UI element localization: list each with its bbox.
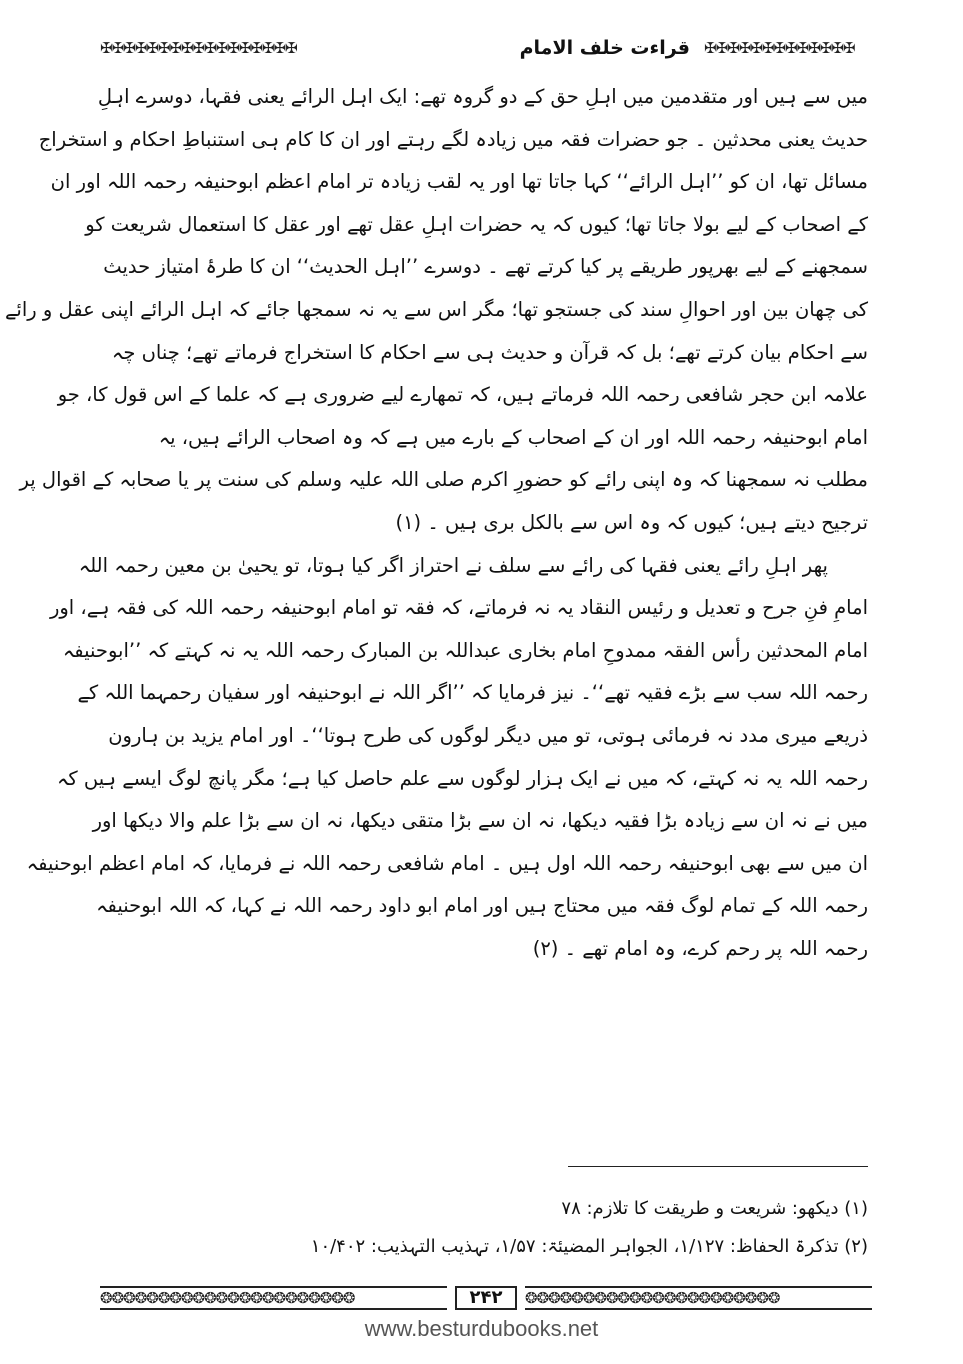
page-number: ۲۴۲ [455, 1286, 517, 1310]
footnote-separator [568, 1166, 868, 1167]
text-line: رحمہ اللہ یہ نہ کہتے، کہ میں نے ایک ہزار لوگوں سے علم حاصل کیا ہے؛ مگر پانچ لوگ ایسے ہیں کہ [56, 766, 868, 790]
text-line: رحمہ اللہ پر رحم کرے، وہ امام تھے ۔ (۲) [532, 936, 868, 960]
paragraph-start-line: پھر اہلِ رائے یعنی فقہا کی رائے سے سلف نے احتراز اگر کیا ہوتا، تو یحییٰ بن معین رحمہ اللہ [78, 553, 828, 577]
header-ornament-right: ✠✠✠✠✠✠✠✠✠✠✠✠✠ [704, 39, 855, 57]
footnote-2: (۲) تذکرۃ الحفاظ: ۱/۱۲۷، الجواہر المضیئۃ: ۱/۵۷، تہذیب التہذیب: ۱۰/۴۰۲ [310, 1236, 868, 1257]
text-line: میں سے ہیں اور متقدمین میں اہلِ حق کے دو گروہ تھے: ایک اہل الرائے یعنی فقہا، دوسرے اہلِ [97, 85, 868, 108]
page-header [100, 36, 872, 60]
footnote-1: (۱) دیکھو: شریعت و طریقت کا تلازم: ۷۸ [561, 1198, 868, 1219]
body-text [5, 76, 868, 970]
text-line: رحمہ اللہ کے تمام لوگ فقہ میں محتاج ہیں اور امام ابو داود رحمہ اللہ نے کہا، کہ اللہ ابوحنیفہ [96, 894, 868, 918]
text-line: امام ابوحنیفہ رحمہ اللہ اور ان کے اصحاب کے بارے میں ہے کہ وہ اصحاب الرائے ہیں، یہ [158, 425, 868, 449]
text-line: ترجیح دیتے ہیں؛ کیوں کہ وہ اس سے بالکل بری ہیں ۔ (۱) [395, 510, 868, 534]
footer-ornament-right: ❂❂❂❂❂❂❂❂❂❂❂❂❂❂❂❂❂❂❂❂❂❂ [525, 1286, 872, 1310]
text-line: کی چھان بین اور احوالِ سند کی جستجو تھا؛ مگر اس سے یہ نہ سمجھا جائے کہ اہل الرائے اپنی عقل و رائے [5, 297, 868, 321]
running-title: قراءت خلف الامام [519, 37, 690, 59]
footnotes [104, 1190, 868, 1266]
text-line: ذریعے میری مدد نہ فرمائی ہوتی، تو میں دیگر لوگوں کی طرح ہوتا‘‘۔ اور امام یزید بن ہارون [108, 723, 868, 747]
text-line: علامہ ابن حجر شافعی رحمہ اللہ فرماتے ہیں، کہ تمھارے لیے ضروری ہے کہ علما کے اس قول کا، جو [57, 383, 868, 407]
header-ornament-left: ✠✠✠✠✠✠✠✠✠✠✠✠✠✠✠✠✠ [100, 39, 297, 57]
text-line: امامِ فنِ جرح و تعدیل و رئیس النقاد یہ نہ فرماتے، کہ فقہ تو امام ابوحنیفہ رحمہ اللہ کی فقہ ہے، اور [49, 596, 868, 620]
text-line: کے اصحاب کے لیے بولا جاتا تھا؛ کیوں کہ یہ حضرات اہلِ عقل تھے اور عقل کا استعمال شریعت کو [85, 212, 868, 236]
footer-ornament-left: ❂❂❂❂❂❂❂❂❂❂❂❂❂❂❂❂❂❂❂❂❂❂ [100, 1286, 447, 1310]
watermark-url: www.besturdubooks.net [364, 1316, 599, 1341]
text-line: سمجھنے کے لیے بھرپور طریقے پر کیا کرتے تھے ۔ دوسرے ’’اہل الحدیث‘‘ ان کا طرۂ امتیاز حدیث [103, 255, 868, 279]
text-line: ان میں سے بھی ابوحنیفہ رحمہ اللہ اول ہیں ۔ امام شافعی رحمہ اللہ نے فرمایا، کہ امام اعظم ابوحنیفہ [26, 851, 868, 875]
text-line: مطلب نہ سمجھنا کہ وہ اپنی رائے کو حضورِ اکرم صلی اللہ علیہ وسلم کی سنت پر یا صحابہ کے اقوال پر [19, 468, 868, 492]
text-line: مسائل تھا، ان کو ’’اہل الرائے‘‘ کہا جاتا تھا اور یہ لقب زیادہ تر امام اعظم ابوحنیفہ رحمہ اللہ اور ان [50, 170, 868, 194]
text-line: حدیث یعنی محدثین ۔ جو حضرات فقہ میں زیادہ لگے رہتے اور ان کا کام ہی استنباطِ احکام و استخراج [38, 127, 868, 151]
text-line: امام المحدثین رأس الفقہ ممدوحِ امام بخاری عبداللہ بن المبارک رحمہ اللہ یہ نہ کہتے کہ ’’ابوحنیفہ [62, 638, 868, 662]
text-line: سے احکام بیان کرتے تھے؛ بل کہ قرآن و حدیث ہی سے احکام کا استخراج فرماتے تھے؛ چناں چہ [111, 340, 868, 364]
page-footer [100, 1286, 872, 1310]
text-line: میں نے نہ ان سے زیادہ بڑا فقیہ دیکھا، نہ ان سے بڑا متقی دیکھا، نہ ان سے بڑا علم والا دیکھا اور [92, 809, 868, 833]
text-line: رحمہ اللہ سب سے بڑے فقیہ تھے‘‘۔ نیز فرمایا کہ ’’اگر اللہ نے ابوحنیفہ اور سفیان رحمہما اللہ کے [77, 681, 868, 705]
